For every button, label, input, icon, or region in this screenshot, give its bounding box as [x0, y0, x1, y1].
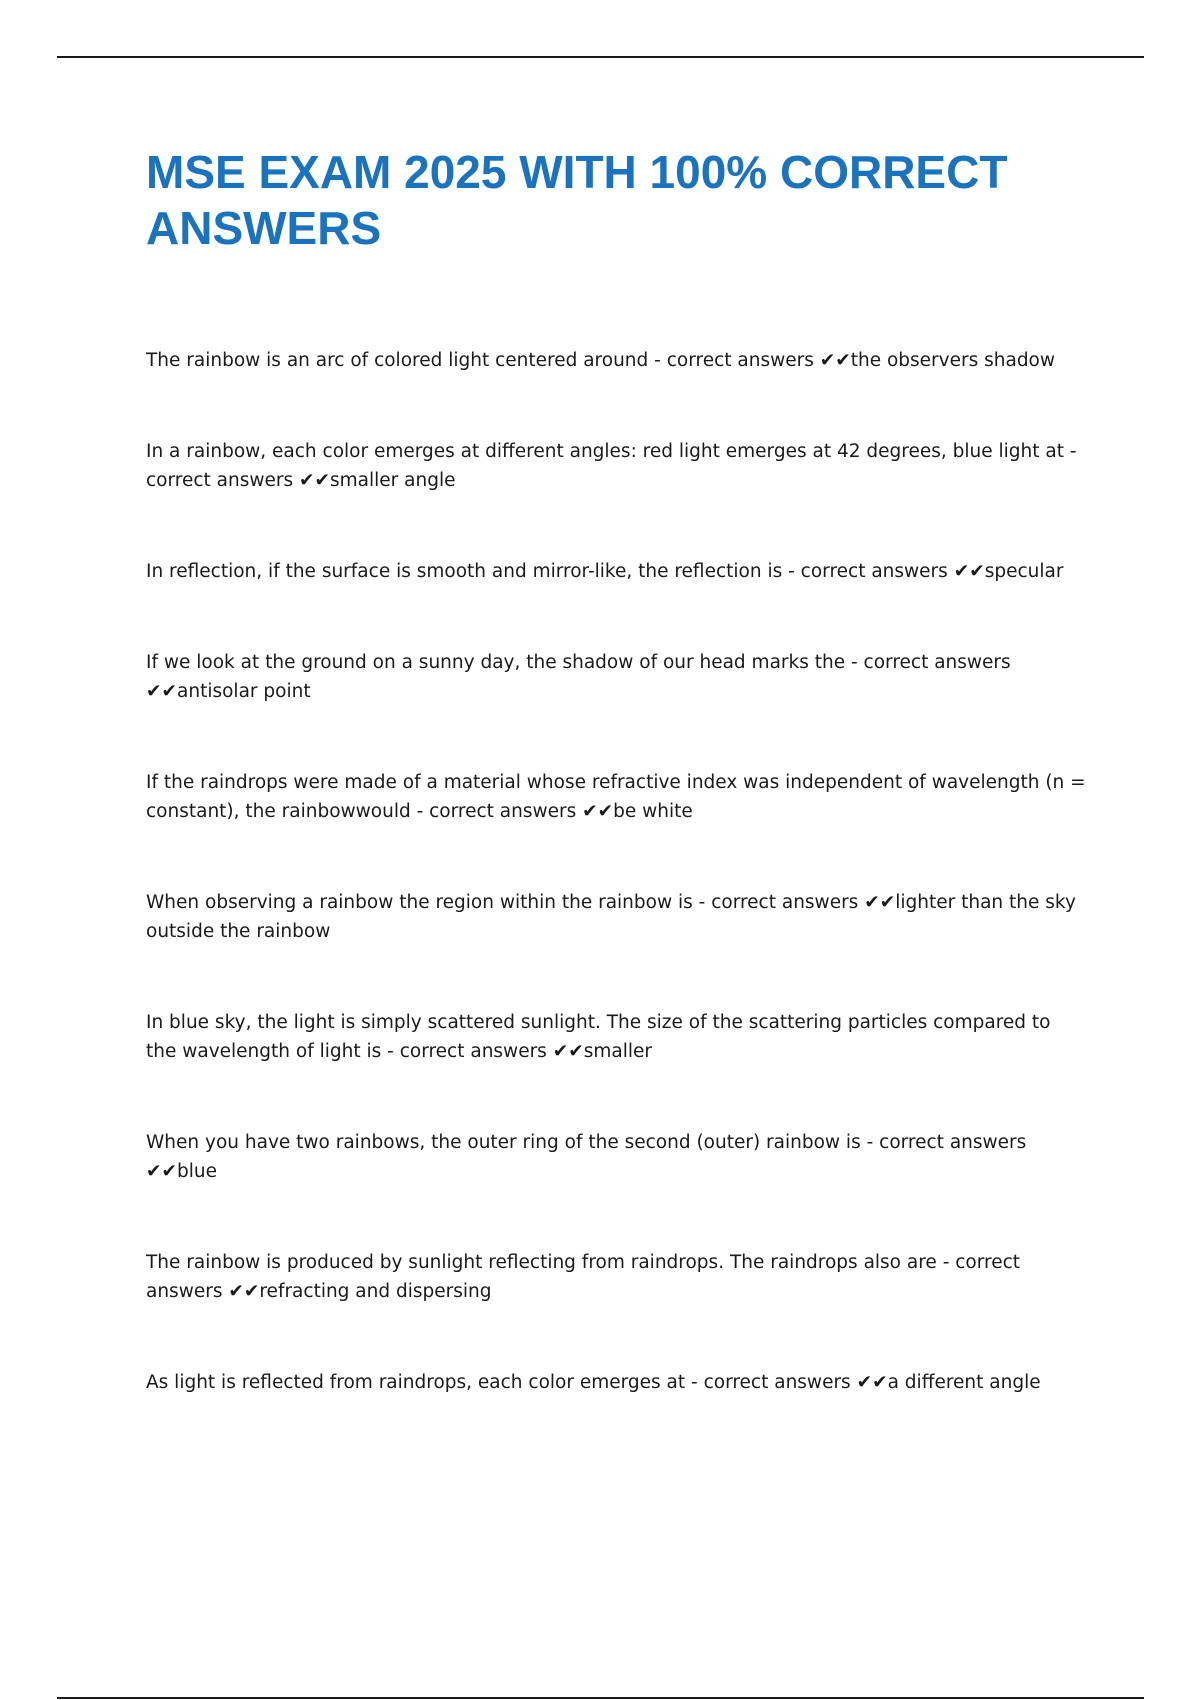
answer-text: the observers shadow: [850, 350, 1056, 371]
answer-separator: - correct answers: [410, 801, 583, 822]
double-check-icon: ✔✔: [582, 801, 614, 822]
question-text: In a rainbow, each color emerges at different angles: red light emerges at 42 degrees, blue light at: [146, 441, 1064, 462]
double-check-icon: ✔✔: [856, 1372, 888, 1393]
double-check-icon: ✔✔: [864, 892, 896, 913]
question-text: In blue sky, the light is simply scattered sunlight. The size of the scattering particles compared to the wavelength of light is: [146, 1012, 1051, 1062]
bottom-rule: [57, 1697, 1144, 1699]
qa-item: [146, 437, 1086, 495]
question-text: As light is reflected from raindrops, each color emerges at: [146, 1372, 686, 1393]
qa-list: [146, 346, 1086, 1397]
qa-item: [146, 1248, 1086, 1306]
question-text: If we look at the ground on a sunny day, the shadow of our head marks the: [146, 652, 846, 673]
question-text: In reflection, if the surface is smooth and mirror-like, the reflection is: [146, 561, 783, 582]
qa-item: [146, 1368, 1086, 1397]
document-title: MSE EXAM 2025 WITH 100% CORRECT ANSWERS: [146, 146, 1008, 254]
double-check-icon: ✔✔: [552, 1041, 584, 1062]
top-rule: [57, 56, 1144, 58]
answer-separator: - correct answers: [146, 1252, 1021, 1302]
qa-item: [146, 557, 1086, 586]
qa-item: [146, 346, 1086, 375]
double-check-icon: ✔✔: [953, 561, 985, 582]
answer-text: lighter than the sky outside the rainbow: [146, 892, 1076, 942]
question-text: If the raindrops were made of a material whose refractive index was independent of wavelength (n = constant), the rainbowwould: [146, 772, 1086, 822]
qa-item: [146, 1128, 1086, 1186]
answer-separator: - correct answers: [146, 441, 1077, 491]
answer-separator: - correct answers: [782, 561, 954, 582]
answer-text: blue: [177, 1161, 218, 1182]
answer-text: refracting and dispersing: [259, 1281, 492, 1302]
answer-separator: - correct answers: [845, 652, 1011, 673]
answer-text: be white: [613, 801, 693, 822]
answer-separator: - correct answers: [692, 892, 865, 913]
question-text: The rainbow is an arc of colored light centered around: [146, 350, 649, 371]
answer-separator: - correct answers: [648, 350, 820, 371]
answer-text: a different angle: [887, 1372, 1041, 1393]
answer-separator: - correct answers: [381, 1041, 553, 1062]
answer-separator: - correct answers: [860, 1132, 1027, 1153]
question-text: The rainbow is produced by sunlight reflecting from raindrops. The raindrops also are: [146, 1252, 937, 1273]
double-check-icon: ✔✔: [299, 470, 331, 491]
answer-text: smaller: [583, 1041, 652, 1062]
double-check-icon: ✔✔: [146, 681, 178, 702]
question-text: When observing a rainbow the region within the rainbow is: [146, 892, 693, 913]
qa-item: [146, 888, 1086, 946]
qa-item: [146, 768, 1086, 826]
question-text: When you have two rainbows, the outer ring of the second (outer) rainbow is: [146, 1132, 861, 1153]
answer-separator: - correct answers: [685, 1372, 857, 1393]
qa-item: [146, 1008, 1086, 1066]
answer-text: specular: [984, 561, 1064, 582]
answer-text: smaller angle: [330, 470, 456, 491]
double-check-icon: ✔✔: [146, 1161, 178, 1182]
answer-text: antisolar point: [177, 681, 311, 702]
qa-item: [146, 648, 1086, 706]
double-check-icon: ✔✔: [819, 350, 851, 371]
double-check-icon: ✔✔: [228, 1281, 260, 1302]
